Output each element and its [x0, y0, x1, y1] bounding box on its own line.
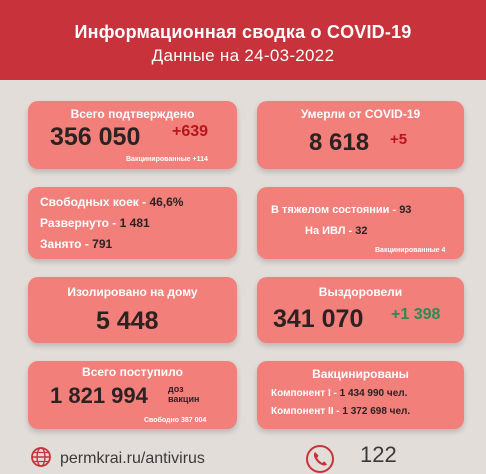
- doses-value: 1 821 994: [50, 383, 148, 408]
- beds-free-line: [40, 195, 183, 209]
- beds-deployed-label: Развернуто -: [40, 216, 117, 230]
- recovered-label: Выздоровели: [318, 285, 403, 299]
- ivl-value: 32: [355, 225, 368, 237]
- comp1-value: 1 434 990 чел.: [339, 388, 408, 399]
- beds-deployed-line: [40, 216, 150, 230]
- confirmed-label: Всего подтверждено: [70, 107, 195, 121]
- beds-free-label: Свободных коек -: [40, 195, 147, 209]
- deaths-card: [257, 101, 464, 169]
- header-banner: [0, 0, 486, 80]
- doses-label: Всего поступило: [82, 365, 183, 379]
- hotline-number[interactable]: 122: [360, 442, 397, 467]
- confirmed-card: [28, 101, 237, 169]
- recovered-delta: +1 398: [391, 306, 441, 323]
- page-title: Информационная сводка о COVID-19: [74, 22, 412, 42]
- severe-value: 93: [399, 204, 412, 216]
- deaths-delta: +5: [390, 131, 408, 148]
- globe-icon: [30, 446, 52, 468]
- severe-vaccinated-note: Вакцинированные 4: [375, 247, 446, 254]
- confirmed-value: 356 050: [50, 123, 141, 151]
- isolated-card: [28, 277, 237, 343]
- comp1-label: Компонент I -: [271, 388, 337, 399]
- comp1-line: [271, 388, 407, 399]
- vaccinated-label: Вакцинированы: [312, 367, 409, 381]
- isolated-label: Изолировано на дому: [67, 285, 198, 299]
- comp2-value: 1 372 698 чел.: [342, 406, 411, 417]
- deaths-value: 8 618: [309, 129, 370, 156]
- severe-line: [271, 204, 411, 216]
- ivl-line: [305, 225, 367, 237]
- beds-occupied-value: 791: [92, 237, 113, 251]
- vaccinated-card: [257, 361, 464, 429]
- comp2-label: Компонент II -: [271, 406, 340, 417]
- beds-card: [28, 187, 237, 259]
- beds-free-value: 46,6%: [149, 195, 184, 209]
- deaths-label: Умерли от COVID-19: [300, 107, 421, 121]
- phone-icon: [305, 444, 335, 474]
- confirmed-vaccinated-note: Вакцинированные +114: [126, 156, 208, 163]
- beds-occupied-line: [40, 237, 112, 251]
- severe-label: В тяжелом состоянии -: [271, 204, 397, 216]
- beds-deployed-value: 1 481: [119, 216, 150, 230]
- confirmed-delta: +639: [172, 123, 209, 140]
- isolated-value: 5 448: [96, 307, 159, 335]
- doses-unit-line1: доз: [168, 384, 184, 394]
- comp2-line: [271, 406, 410, 417]
- website-link[interactable]: permkrai.ru/antivirus: [60, 450, 205, 467]
- recovered-value: 341 070: [273, 305, 364, 333]
- ivl-label: На ИВЛ -: [305, 225, 353, 237]
- doses-unit-line2: вакцин: [168, 394, 200, 404]
- recovered-card: [257, 277, 464, 343]
- doses-card: [28, 361, 237, 429]
- severe-card: [257, 187, 464, 259]
- page-subtitle: Данные на 24-03-2022: [151, 46, 335, 65]
- beds-occupied-label: Занято -: [40, 237, 89, 251]
- doses-free-note: Свободно 387 004: [144, 417, 207, 424]
